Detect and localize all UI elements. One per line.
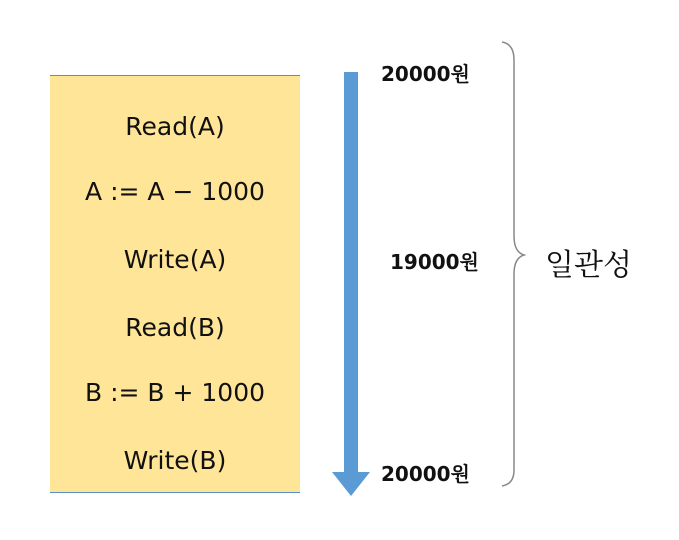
op-write-a: Write(A) — [123, 245, 227, 274]
op-write-b: Write(B) — [123, 446, 227, 475]
amount-start-label: 20000원 — [381, 62, 470, 86]
timeline-arrow-head — [332, 472, 370, 496]
op-read-b: Read(B) — [125, 313, 225, 342]
amount-end-label: 20000원 — [381, 462, 470, 486]
amount-middle-label: 19000원 — [390, 250, 479, 274]
consistency-label: 일관성 — [545, 248, 632, 283]
op-subtract-a: A := A − 1000 — [85, 177, 265, 206]
consistency-brace — [502, 42, 524, 486]
op-read-a: Read(A) — [125, 112, 225, 141]
op-add-b: B := B + 1000 — [84, 378, 266, 407]
timeline-arrow — [332, 72, 370, 496]
timeline-arrow-shaft — [344, 72, 358, 474]
